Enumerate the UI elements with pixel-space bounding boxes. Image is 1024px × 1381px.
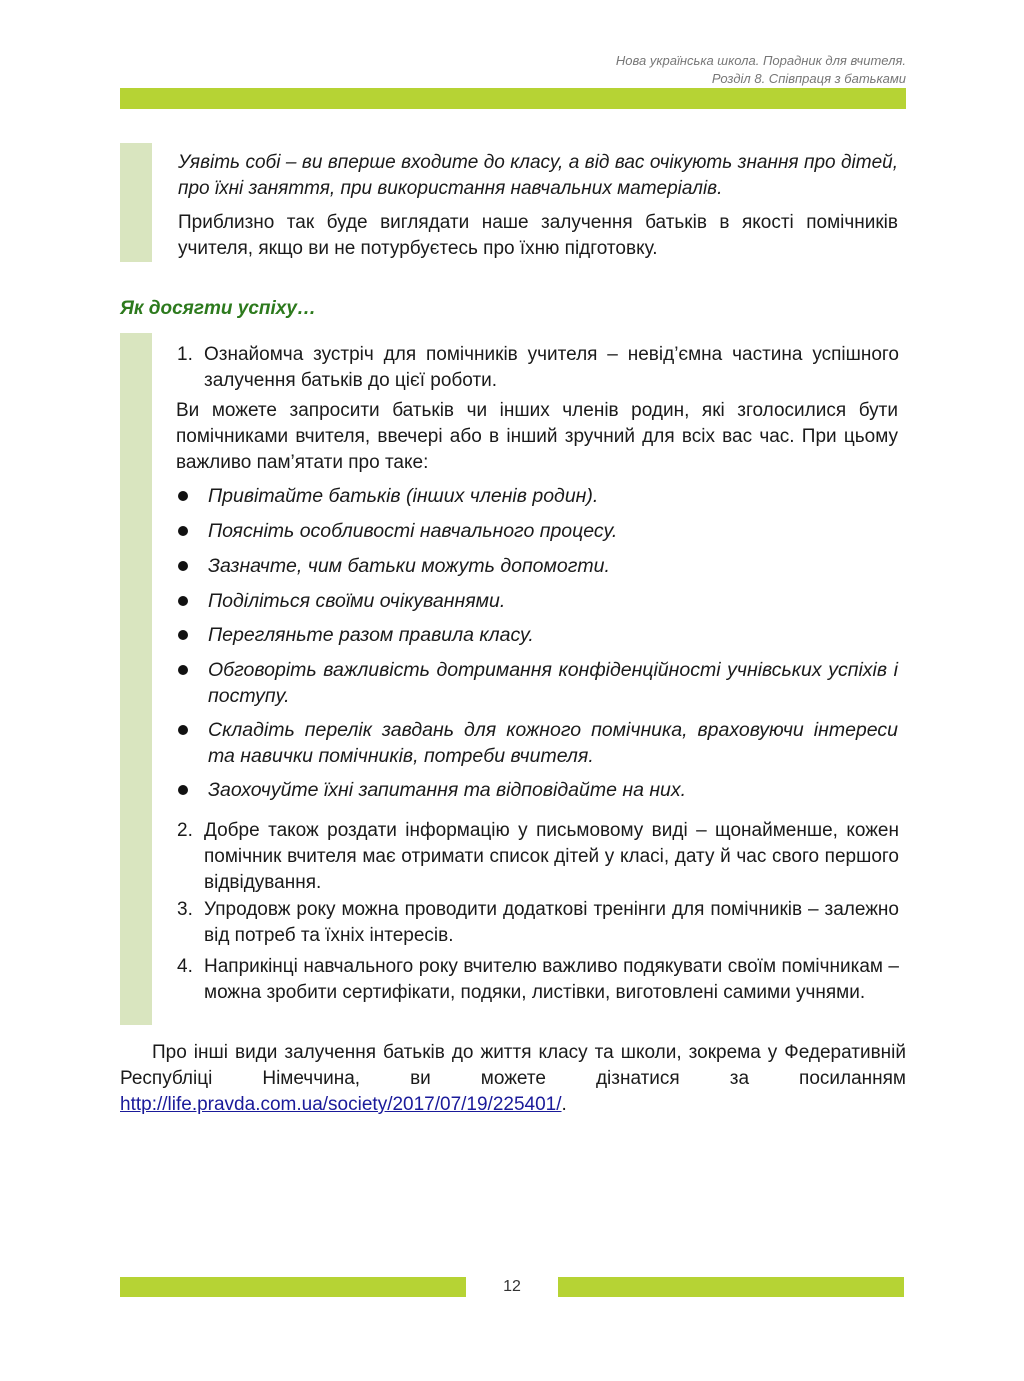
bullet-text: Заохочуйте їхні запитання та відповідайте на них. xyxy=(208,779,687,801)
list-item-1 xyxy=(177,342,899,394)
bullet-text: Обговоріть важливість дотримання конфіденційності учнівських успіхів і поступу. xyxy=(208,659,898,707)
bullet-dot xyxy=(178,665,188,675)
list-item-text: Наприкінці навчального року вчителю важливо подякувати своїм помічникам – можна зробити сертифікати, подяки, листівки, виготовлені самими учнями. xyxy=(204,956,899,1003)
bullet-dot xyxy=(178,725,188,735)
list-item-text: Упродовж року можна проводити додаткові тренінги для помічників – залежно від потреб та їхніх інтересів. xyxy=(204,899,899,946)
bullet-text: Зазначте, чим батьки можуть допомогти. xyxy=(208,555,610,577)
bullet-dot xyxy=(178,526,188,536)
list-number: 4. xyxy=(177,956,193,977)
closing-paragraph xyxy=(120,1040,906,1118)
list-item-2 xyxy=(177,818,899,896)
header-accent-bar xyxy=(120,88,906,109)
closing-period: . xyxy=(561,1094,567,1115)
list-number: 2. xyxy=(177,820,193,841)
intro-italic-paragraph: Уявіть собі – ви вперше входите до класу, а від вас очікують знання про дітей, про їхні заняття, при використання навчальних матеріалів. xyxy=(178,152,898,199)
bullet-text: Поясніть особливості навчального процесу. xyxy=(208,520,618,542)
bullet-text: Перегляньте разом правила класу. xyxy=(208,624,534,646)
list-item-4 xyxy=(177,954,899,1032)
bullet-dot xyxy=(178,785,188,795)
footer-bar-right xyxy=(558,1277,904,1297)
steps-side-bar xyxy=(120,333,152,1025)
bullet-text: Складіть перелік завдань для кожного помічника, враховуючи інтереси та навички помічників, потреби вчителя. xyxy=(208,719,898,767)
bullet-dot xyxy=(178,630,188,640)
meeting-paragraph: Ви можете запросити батьків чи інших членів родин, які зголосилися бути помічниками вчителя, ввечері або в інший зручний для всіх вас час. При цьому важливо пам’ятати про таке: xyxy=(176,400,898,473)
header-line-2: Розділ 8. Співпраця з батьками xyxy=(711,71,906,86)
bullet-dot xyxy=(178,491,188,501)
header-line-1: Нова українська школа. Порадник для вчителя. xyxy=(615,53,906,68)
bullet-dot xyxy=(178,596,188,606)
running-header xyxy=(616,52,906,88)
bullet-dot xyxy=(178,561,188,571)
closing-text: Про інші види залучення батьків до життя класу та школи, зокрема у Федеративній Республіці Німеччина, ви можете дізнатися за посиланням xyxy=(120,1042,906,1089)
list-item-text: Ознайомча зустріч для помічників учителя – невід’ємна частина успішного залучення батьків до цієї роботи. xyxy=(204,344,899,391)
intro-paragraph: Приблизно так буде виглядати наше залучення батьків в якості помічників учителя, якщо ви не потурбуєтесь про їхню підготовку. xyxy=(178,212,898,259)
list-item-text: Добре також роздати інформацію у письмовому виді – щонайменше, кожен помічник вчителя має отримати список дітей у класі, дату й час свого першого відвідування. xyxy=(204,820,899,893)
source-link[interactable]: http://life.pravda.com.ua/society/2017/07/19/225401/ xyxy=(120,1094,562,1115)
bullet-text: Привітайте батьків (інших членів родин). xyxy=(208,485,599,507)
page-number: 12 xyxy=(503,1278,521,1295)
section-title: Як досягти успіху… xyxy=(120,298,316,319)
list-number: 1. xyxy=(177,344,193,365)
footer-bar-left xyxy=(120,1277,466,1297)
list-item-3 xyxy=(177,897,899,949)
list-number: 3. xyxy=(177,899,193,920)
bullet-text: Поділіться своїми очікуваннями. xyxy=(208,590,506,612)
intro-side-bar xyxy=(120,143,152,262)
